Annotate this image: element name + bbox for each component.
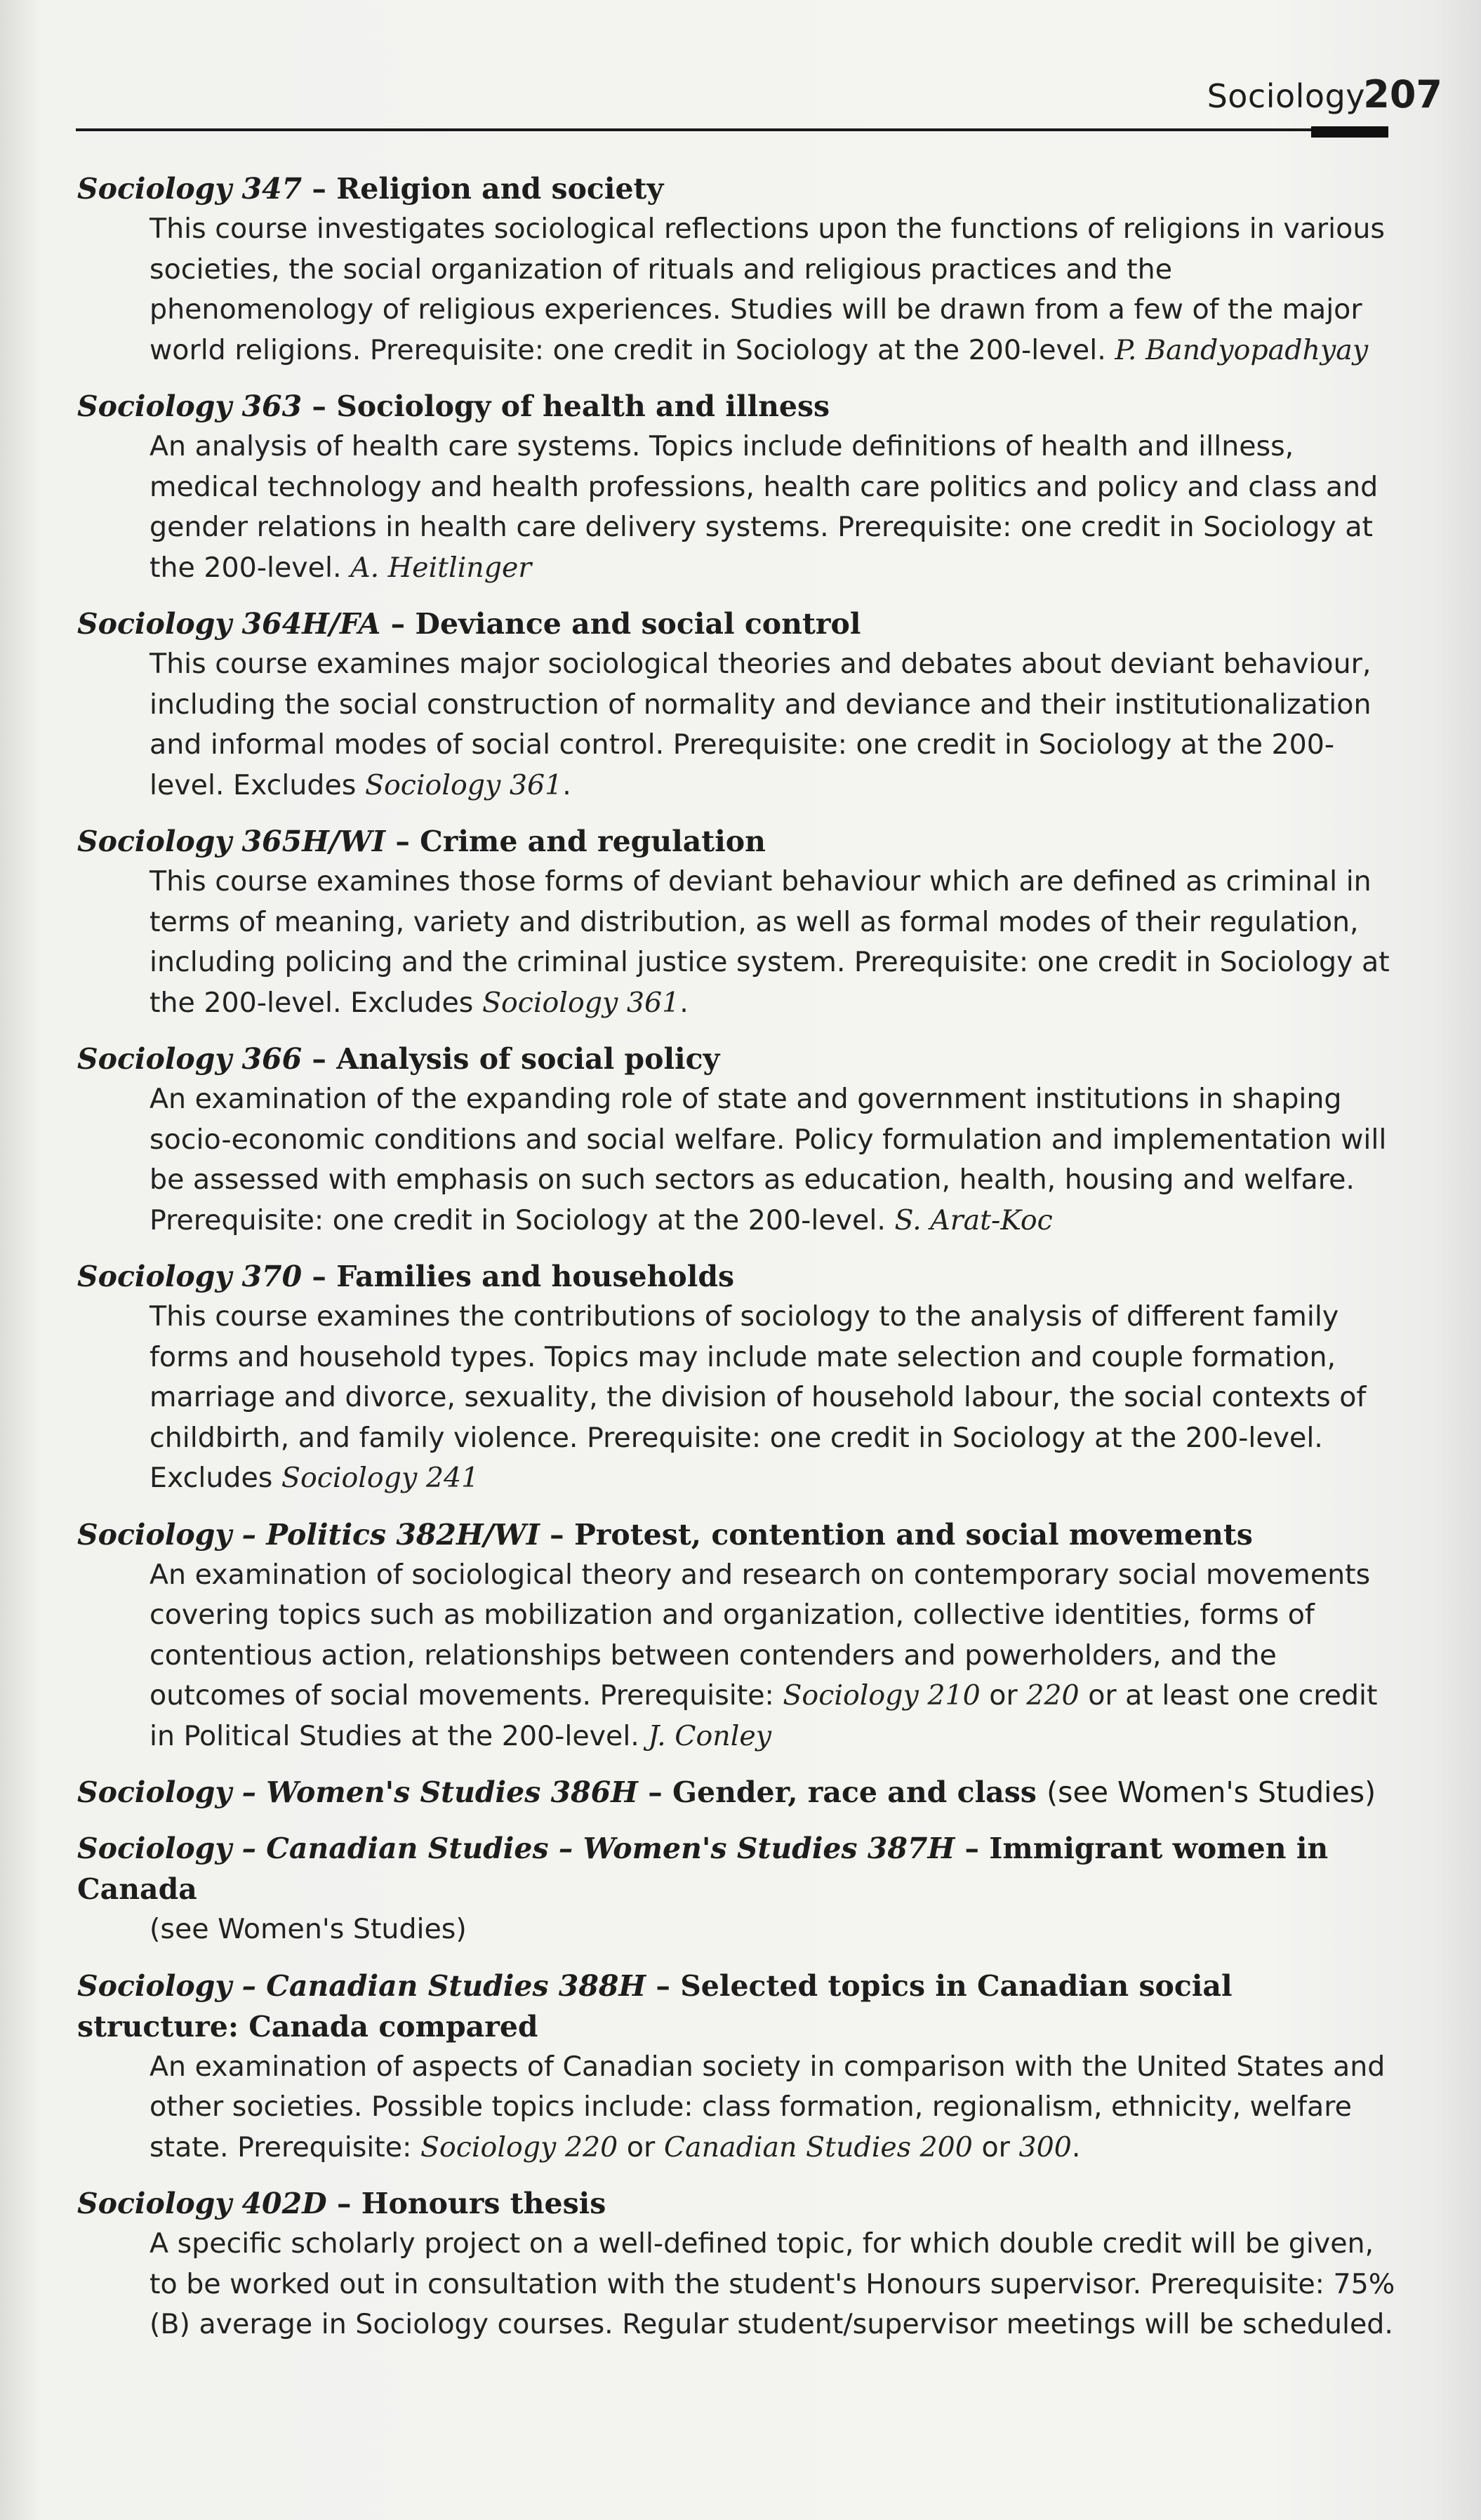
course-cross-reference: (see Women's Studies) xyxy=(150,1913,467,1945)
course-exclusion: Sociology 361 xyxy=(364,768,563,801)
course-description xyxy=(77,1555,1397,1757)
course-reference: Canadian Studies 200 xyxy=(663,2131,973,2164)
course-heading: Sociology 365H/WI – Crime and regulation xyxy=(77,825,766,858)
course-entry xyxy=(77,2183,1397,2345)
course-title: Honours thesis xyxy=(361,2187,606,2220)
course-heading: Sociology – Politics 382H/WI – Protest, contention and social movements xyxy=(77,1517,1253,1552)
course-description-text: This course examines major sociological theories and debates about deviant behaviour, including the social construction of normality and deviance and their institutionalization and informal modes of social control. Prerequisite: one credit in Sociology at the 200-level. Excludes xyxy=(150,648,1372,801)
course-entry xyxy=(77,1772,1397,1813)
course-title: Families and households xyxy=(336,1260,735,1293)
course-instructor: P. Bandyopadhyay xyxy=(1115,333,1369,366)
course-entry xyxy=(77,1828,1397,1950)
course-description xyxy=(77,1909,1397,1950)
course-entry xyxy=(77,168,1397,371)
course-heading: Sociology – Canadian Studies – Women's Studies 387H – Immigrant women in Canada xyxy=(77,1832,1329,1906)
course-entry xyxy=(77,1514,1397,1757)
course-heading: Sociology 347 – Religion and society xyxy=(77,172,664,206)
course-description xyxy=(77,2047,1397,2168)
course-code: Sociology 366 xyxy=(77,1042,303,1076)
course-entry xyxy=(77,1039,1397,1241)
course-description xyxy=(77,1079,1397,1241)
course-title: Sociology of health and illness xyxy=(336,389,830,423)
course-title: Protest, contention and social movements xyxy=(573,1517,1253,1552)
course-heading: Sociology 366 – Analysis of social policy xyxy=(77,1042,720,1076)
course-description-part: . xyxy=(1071,2131,1081,2164)
course-code: Sociology 365H/WI xyxy=(77,825,386,858)
course-code: Sociology – Politics 382H/WI xyxy=(77,1517,540,1552)
course-code: Sociology – Women's Studies 386H xyxy=(77,1775,638,1809)
course-code: Sociology – Canadian Studies – Women's Studies 387H xyxy=(77,1832,955,1865)
course-description-part: or xyxy=(980,1679,1027,1712)
course-title: Immigrant women in Canada xyxy=(77,1832,1329,1906)
header-rule xyxy=(76,128,1388,131)
course-description-part: or xyxy=(972,2131,1019,2164)
course-entry xyxy=(77,1256,1397,1499)
course-reference: Sociology 220 xyxy=(420,2131,618,2164)
course-cross-reference: (see Women's Studies) xyxy=(1047,1775,1376,1809)
course-entry xyxy=(77,386,1397,588)
header-rule-accent xyxy=(1311,126,1388,138)
course-description-part: or xyxy=(618,2131,664,2164)
course-instructor: J. Conley xyxy=(648,1719,772,1752)
course-heading: Sociology – Canadian Studies 388H – Selected topics in Canadian social structure: Canada compared xyxy=(77,1968,1233,2044)
course-list xyxy=(77,168,1397,2361)
course-heading: Sociology – Women's Studies 386H – Gender, race and class (see Women's Studies) xyxy=(77,1775,1376,1809)
course-reference: 220 xyxy=(1026,1679,1080,1712)
course-entry xyxy=(77,821,1397,1023)
course-title: Religion and society xyxy=(336,172,664,206)
course-description-text: A specific scholarly project on a well-defined topic, for which double credit will be given, to be worked out in consultation with the student's Honours supervisor. Prerequisite: 75% (B) average in Sociology courses. Regular student/supervisor meetings will be scheduled. xyxy=(150,2227,1395,2340)
course-description xyxy=(77,644,1397,806)
course-description-part: An examination of aspects of Canadian society in comparison with the United States and other societies. Possible topics include: class formation, regionalism, ethnicity, welfare state. Prerequisite: xyxy=(150,2050,1386,2164)
course-heading: Sociology 363 – Sociology of health and illness xyxy=(77,389,830,423)
course-title: Gender, race and class xyxy=(672,1775,1037,1809)
course-entry xyxy=(77,1966,1397,2168)
course-instructor: S. Arat-Koc xyxy=(894,1204,1053,1236)
course-title: Selected topics in Canadian social structure: Canada compared xyxy=(77,1968,1233,2044)
course-code: Sociology 370 xyxy=(77,1260,303,1293)
course-description-text: An analysis of health care systems. Topics include definitions of health and illness, medical technology and health professions, health care politics and policy and class and gender relations in health care delivery systems. Prerequisite: one credit in Sociology at the 200-level. xyxy=(150,430,1379,584)
course-description xyxy=(77,427,1397,588)
course-description-tail: . xyxy=(679,986,689,1019)
course-description xyxy=(77,2224,1397,2345)
course-reference: Sociology 210 xyxy=(783,1679,981,1712)
course-exclusion: Sociology 361 xyxy=(482,986,680,1019)
course-code: Sociology 363 xyxy=(77,389,303,423)
course-entry xyxy=(77,604,1397,806)
course-code: Sociology 347 xyxy=(77,172,303,206)
course-description-tail: . xyxy=(562,768,571,801)
course-instructor: A. Heitlinger xyxy=(350,551,532,584)
course-code: Sociology – Canadian Studies 388H xyxy=(77,1968,646,2003)
course-code: Sociology 402D xyxy=(77,2187,327,2220)
course-description xyxy=(77,209,1397,371)
course-title: Deviance and social control xyxy=(415,607,861,641)
course-exclusion: Sociology 241 xyxy=(281,1462,479,1494)
course-description-part: An examination of sociological theory and research on contemporary social movements covering topics such as mobilization and organization, collective identities, forms of contentious action, relationships between contenders and powerholders, and the outcomes of social movements. Prerequisite: xyxy=(150,1558,1371,1712)
course-title: Crime and regulation xyxy=(420,825,766,858)
course-description xyxy=(77,1297,1397,1499)
page-number: 207 xyxy=(1363,72,1442,116)
course-description-part: or at least one credit in Political Studies at the 200-level. xyxy=(150,1679,1378,1752)
course-reference: 300 xyxy=(1018,2131,1072,2164)
course-code: Sociology 364H/FA xyxy=(77,607,381,641)
course-title: Analysis of social policy xyxy=(336,1042,720,1076)
course-description-text: This course examines the contributions of sociology to the analysis of different family forms and household types. Topics may include mate selection and couple formation, marriage and divorce, sexuality, the division of household labour, the social contexts of childbirth, and family violence. Prerequisite: one credit in Sociology at the 200-level. Excludes xyxy=(150,1300,1367,1494)
running-header-section: Sociology xyxy=(1207,77,1365,115)
course-heading: Sociology 364H/FA – Deviance and social control xyxy=(77,607,861,641)
course-description-text: An examination of the expanding role of state and government institutions in shaping socio-economic conditions and social welfare. Policy formulation and implementation will be assessed with emphasis on such sectors as education, health, housing and welfare. Prerequisite: one credit in Sociology at the 200-level. xyxy=(150,1083,1387,1236)
course-description-text: This course examines those forms of deviant behaviour which are defined as criminal in terms of meaning, variety and distribution, as well as formal modes of their regulation, including policing and the criminal justice system. Prerequisite: one credit in Sociology at the 200-level. Excludes xyxy=(150,865,1390,1019)
course-heading: Sociology 402D – Honours thesis xyxy=(77,2187,606,2220)
course-description-text: This course investigates sociological reflections upon the functions of religions in various societies, the social organization of rituals and religious practices and the phenomenology of religious experiences. Studies will be drawn from a few of the major world religions. Prerequisite: one credit in Sociology at the 200-level. xyxy=(150,213,1385,366)
course-description xyxy=(77,862,1397,1023)
course-heading: Sociology 370 – Families and households xyxy=(77,1260,735,1293)
